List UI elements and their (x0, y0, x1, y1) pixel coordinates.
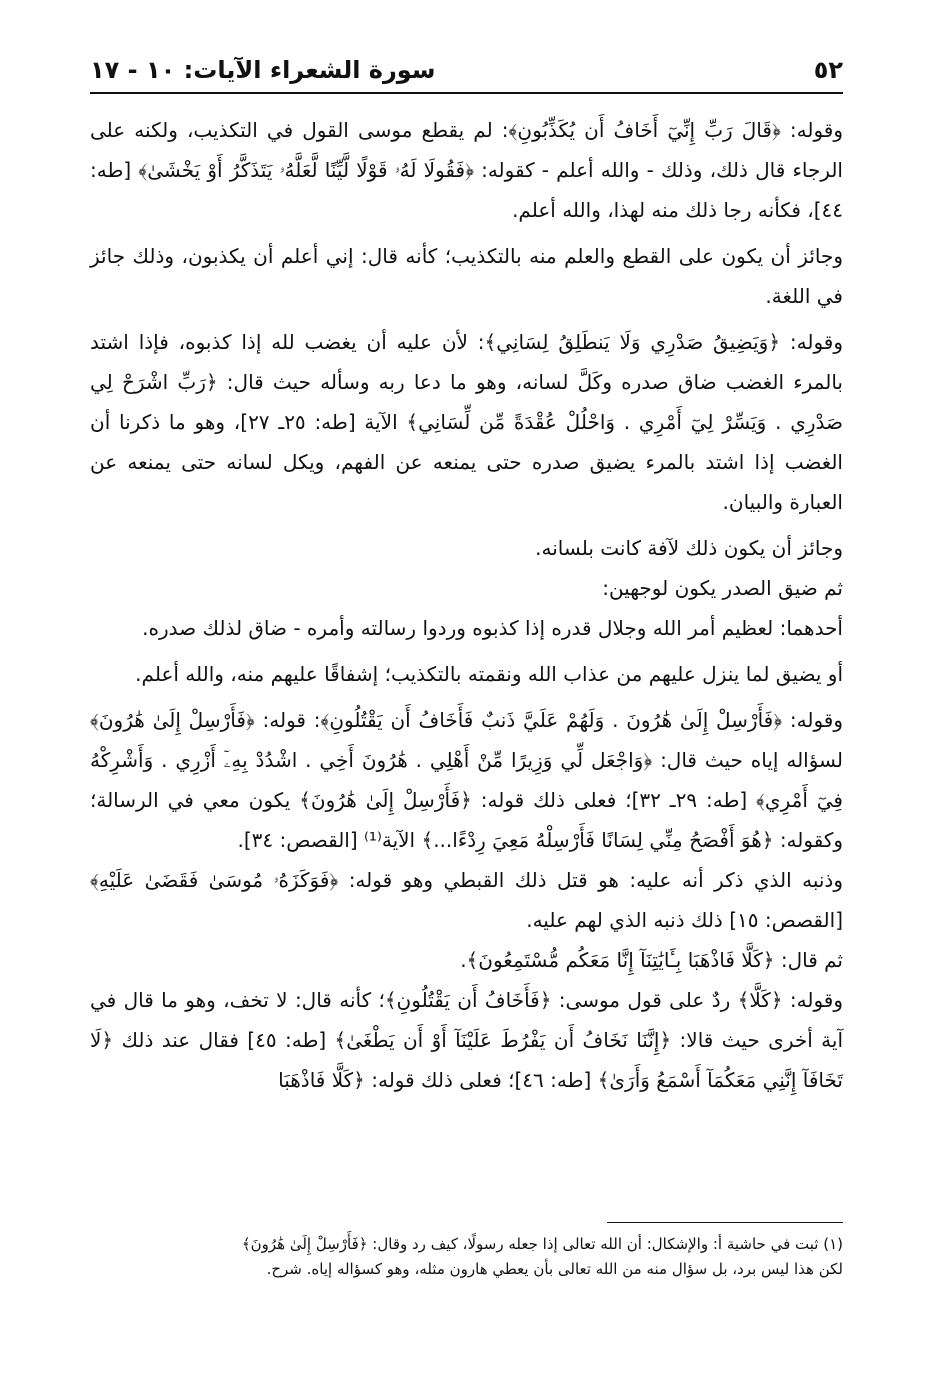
footnote-divider (607, 1222, 843, 1223)
footnote-line: لكن هذا ليس برد، بل سؤال منه من الله تعالى بأن يعطي هارون مثله، وهو كسؤاله إياه. شرح. (266, 1260, 843, 1278)
page-number: ٥٢ (813, 56, 843, 84)
paragraph: وقوله: ﴿كَلَّا﴾ ردٌ على قول موسى: ﴿فَأَخَافُ أَن يَقْتُلُونِ﴾؛ كأنه قال: لا تخف، وهو ما قال في آية أخرى حيث قالا: ﴿إِنَّنَا نَخَافُ أَن يَفْرُطَ عَلَيْنَآ أَوْ أَن يَطْغَىٰ﴾ [طه: ٤٥] فقال عند ذلك ﴿لَا تَخَافَآ إِنَّنِي مَعَكُمَآ أَسْمَعُ وَأَرَىٰ﴾ [طه: ٤٦]؛ فعلى ذلك قوله: ﴿كَلَّا فَاذْهَبَا (90, 988, 844, 1092)
footnotes (90, 1232, 843, 1282)
paragraph: وجائز أن يكون على القطع والعلم منه بالتكذيب؛ كأنه قال: إني أعلم أن يكذبون، وذلك جائز في اللغة. (90, 244, 843, 308)
body-text (90, 110, 843, 1100)
paragraph: وقوله: ﴿فَأَرْسِلْ إِلَىٰ هَٰرُونَ . وَلَهُمْ عَلَيَّ ذَنبٌ فَأَخَافُ أَن يَقْتُلُونِ﴾: قوله: ﴿فَأَرْسِلْ إِلَىٰ هَٰرُونَ﴾ لسؤاله إياه حيث قال: ﴿وَاجْعَل لِّي وَزِيرًا مِّنْ أَهْلِي . هَٰرُونَ أَخِي . اشْدُدْ بِهِۦٓ أَزْرِي . وَأَشْرِكْهُ فِيٓ أَمْرِي﴾ [طه: ٢٩ـ ٣٢]؛ فعلى ذلك قوله: ﴿فَأَرْسِلْ إِلَىٰ هَٰرُونَ﴾ يكون معي في الرسالة؛ وكقوله: ﴿هُوَ أَفْصَحُ مِنِّي لِسَانًا فَأَرْسِلْهُ مَعِيَ رِدْءًا...﴾ الآية⁽¹⁾ [القصص: ٣٤]. (90, 708, 843, 852)
page-header (90, 52, 843, 94)
paragraph: أحدهما: لعظيم أمر الله وجلال قدره إذا كذبوه وردوا رسالته وأمره - ضاق لذلك صدره. (142, 616, 843, 640)
paragraph: وقوله: ﴿قَالَ رَبِّ إِنِّيٓ أَخَافُ أَن يُكَذِّبُونِ﴾: لم يقطع موسى القول في التكذيب، ولكنه على الرجاء قال ذلك، وذلك - والله أعلم - كقوله: ﴿فَقُولَا لَهُۥ قَوْلًا لَّيِّنًا لَّعَلَّهُۥ يَتَذَكَّرُ أَوْ يَخْشَىٰ﴾ [طه: ٤٤]، فكأنه رجا ذلك منه لهذا، والله أعلم. (90, 118, 843, 222)
paragraph: أو يضيق لما ينزل عليهم من عذاب الله ونقمته بالتكذيب؛ إشفاقًا عليهم منه، والله أعلم. (135, 662, 843, 686)
running-title: سورة الشعراء الآيات: ١٠ - ١٧ (90, 56, 436, 84)
paragraph: وقوله: ﴿وَيَضِيقُ صَدْرِي وَلَا يَنطَلِقُ لِسَانِي﴾: لأن عليه أن يغضب لله إذا كذبوه، فإذا اشتد بالمرء الغضب ضاق صدره وكَلَّ لسانه، وهو ما دعا ربه وسأله حيث قال: ﴿رَبِّ اشْرَحْ لِي صَدْرِي . وَيَسِّرْ لِيٓ أَمْرِي . وَاحْلُلْ عُقْدَةً مِّن لِّسَانِي﴾ الآية [طه: ٢٥ـ ٢٧]، وهو ما ذكرنا أن الغضب إذا اشتد بالمرء يضيق صدره حتى يمنعه عن الفهم، ويكل لسانه حتى يمنعه عن العبارة والبيان. (90, 330, 843, 514)
footnote-line: (١) ثبت في حاشية أ: والإشكال: أن الله تعالى إذا جعله رسولًا، كيف رد وقال: ﴿فَأَرْسِلْ إِلَىٰ هَٰرُونَ﴾ (241, 1235, 843, 1253)
paragraph: وذنبه الذي ذكر أنه عليه: هو قتل ذلك القبطي وهو قوله: ﴿فَوَكَزَهُۥ مُوسَىٰ فَقَضَىٰ عَلَيْهِ﴾ [القصص: ١٥] ذلك ذنبه الذي لهم عليه. (90, 868, 843, 932)
paragraph: ثم قال: ﴿كَلَّا فَاذْهَبَا بِـَٔايَٰتِنَآ إِنَّا مَعَكُم مُّسْتَمِعُونَ﴾. (460, 948, 843, 972)
paragraph: ثم ضيق الصدر يكون لوجهين: (602, 576, 843, 600)
paragraph: وجائز أن يكون ذلك لآفة كانت بلسانه. (535, 536, 843, 560)
